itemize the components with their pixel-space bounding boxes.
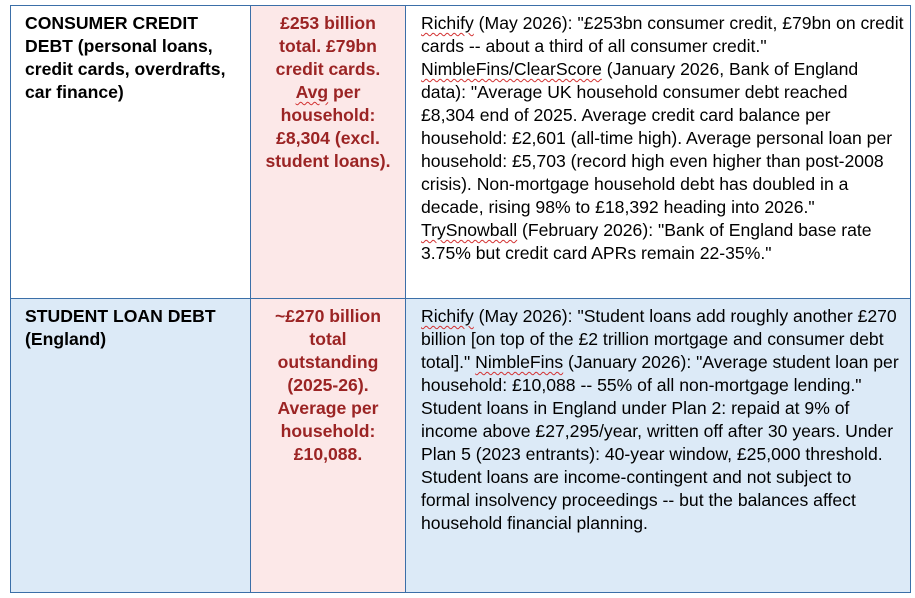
source-quote: (May 2026): "£253bn consumer credit, £79bn on credit cards -- about a third of all consumer credit." — [421, 13, 904, 56]
source-name: Richify — [421, 13, 474, 33]
source-name: Richify — [421, 306, 474, 326]
source-cell — [406, 299, 911, 593]
category-label: CONSUMER CREDIT DEBT (personal loans, credit cards, overdrafts, car finance) — [25, 13, 226, 102]
source-name: NimbleFins/ClearScore — [421, 59, 602, 79]
source-cell — [406, 6, 911, 299]
category-label: STUDENT LOAN DEBT (England) — [25, 306, 216, 349]
figure-text: ~£270 billion total outstanding (2025-26). Average per household: £10,088. — [274, 306, 382, 464]
source-quote: (February 2026): "Bank of England base rate 3.75% but credit card APRs remain 22-35%." — [421, 220, 872, 263]
category-cell — [11, 299, 251, 593]
source-name: TrySnowball — [421, 220, 518, 240]
figure-cell — [251, 299, 406, 593]
debt-table — [10, 5, 911, 593]
figure-text-flagged: Avg — [295, 82, 329, 102]
source-quote: (January 2026, Bank of England data): "Average UK household consumer debt reached £8,304 end of 2025. Average credit card balance per household: £2,601 (all-time high). Average personal loan per household: £5,703 (record high even higher than post-2008 crisis). Non-mortgage household debt has doubled in a decade, rising 98% to £18,392 heading into 2026." — [421, 59, 893, 217]
category-cell — [11, 6, 251, 299]
source-name: NimbleFins — [475, 352, 564, 372]
table-row — [11, 6, 911, 299]
figure-text: £253 billion total. £79bn credit cards. — [275, 13, 381, 79]
figure-text: per household: £8,304 (excl. student loans). — [265, 82, 391, 171]
source-quote: (May 2026): "Student loans add roughly another £270 billion [on top of the £2 trillion mortgage and consumer debt total]." — [421, 306, 897, 372]
table-row — [11, 299, 911, 593]
figure-cell — [251, 6, 406, 299]
source-quote: (January 2026): "Average student loan per household: £10,088 -- 55% of all non-mortgage lending." Student loans in England under Plan 2: repaid at 9% of income above £27,295/year, written off after 30 years. Under Plan 5 (2023 entrants): 40-year window, £25,000 threshold. Student loans are income-contingent and not subject to formal insolvency proceedings -- but the balances affect household financial planning. — [421, 352, 899, 533]
